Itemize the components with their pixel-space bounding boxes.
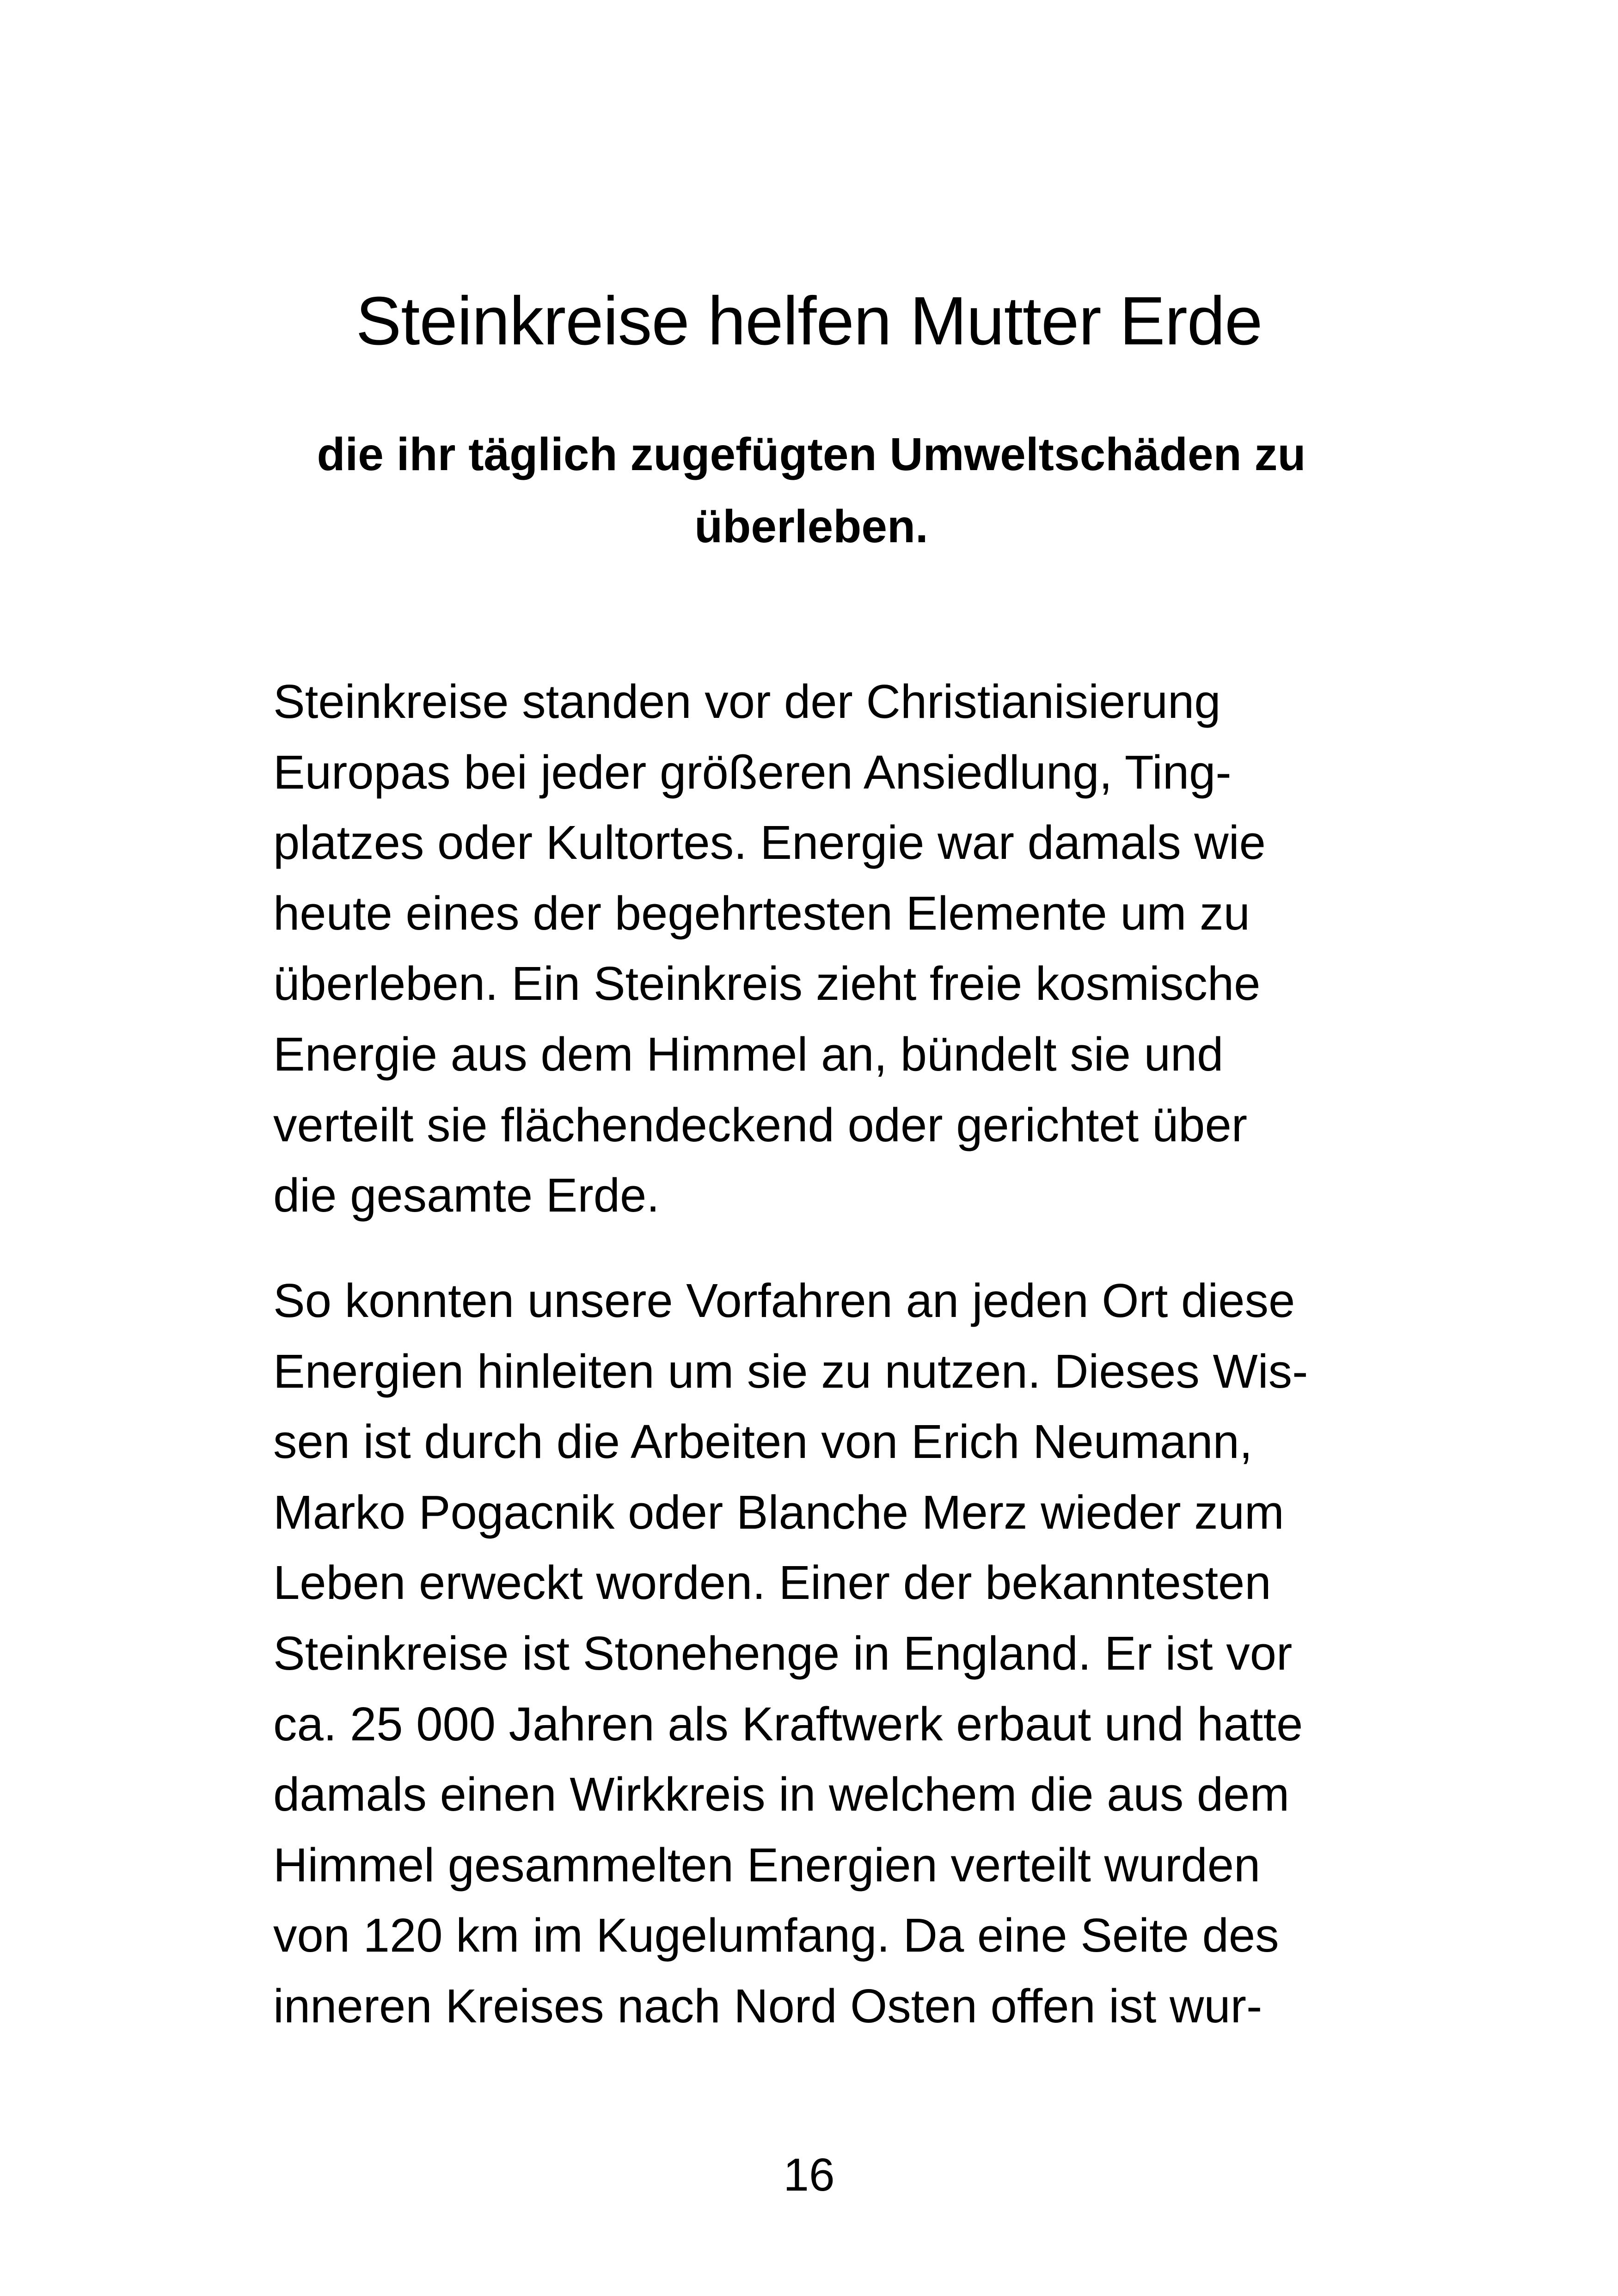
text-line: Energie aus dem Himmel an, bündelt sie und: [273, 1027, 1224, 1081]
text-line: platzes oder Kultortes. Energie war damals wie: [273, 816, 1266, 869]
text-line: Steinkreise standen vor der Christianisierung: [273, 675, 1221, 728]
page-number: 16: [783, 2149, 835, 2201]
text-line: So konnten unsere Vorfahren an jeden Ort diese: [273, 1274, 1295, 1327]
page-subtitle: die ihr täglich zugefügten Umweltschäden zu überleben.: [317, 429, 1306, 552]
paragraph-2: [273, 1266, 1429, 2042]
text-line: Himmel gesammelten Energien verteilt wurden: [273, 1838, 1261, 1892]
text-line: Energien hinleiten um sie zu nutzen. Dieses Wis-: [273, 1344, 1308, 1398]
text-line: Steinkreise ist Stonehenge in England. Er ist vor: [273, 1626, 1293, 1680]
text-line: die gesamte Erde.: [273, 1169, 660, 1222]
text-line: sen ist durch die Arbeiten von Erich Neumann,: [273, 1415, 1253, 1469]
text-line: Leben erweckt worden. Einer der bekanntesten: [273, 1556, 1271, 1610]
text-line: inneren Kreises nach Nord Osten offen ist wur-: [273, 1979, 1263, 2033]
text-line: verteilt sie flächendeckend oder gerichtet über: [273, 1098, 1248, 1151]
text-line: überleben. Ein Steinkreis zieht freie kosmische: [273, 957, 1261, 1010]
text-line: Marko Pogacnik oder Blanche Merz wieder zum: [273, 1485, 1284, 1539]
page-title: Steinkreise helfen Mutter Erde: [355, 283, 1263, 359]
text-line: ca. 25 000 Jahren als Kraftwerk erbaut und hatte: [273, 1697, 1303, 1751]
text-line: heute eines der begehrtesten Elemente um zu: [273, 886, 1250, 940]
paragraph-1: [273, 667, 1429, 1231]
text-line: von 120 km im Kugelumfang. Da eine Seite des: [273, 1909, 1279, 1962]
text-line: Europas bei jeder größeren Ansiedlung, Ting-: [273, 745, 1232, 799]
text-line: damals einen Wirkkreis in welchem die aus dem: [273, 1768, 1290, 1821]
